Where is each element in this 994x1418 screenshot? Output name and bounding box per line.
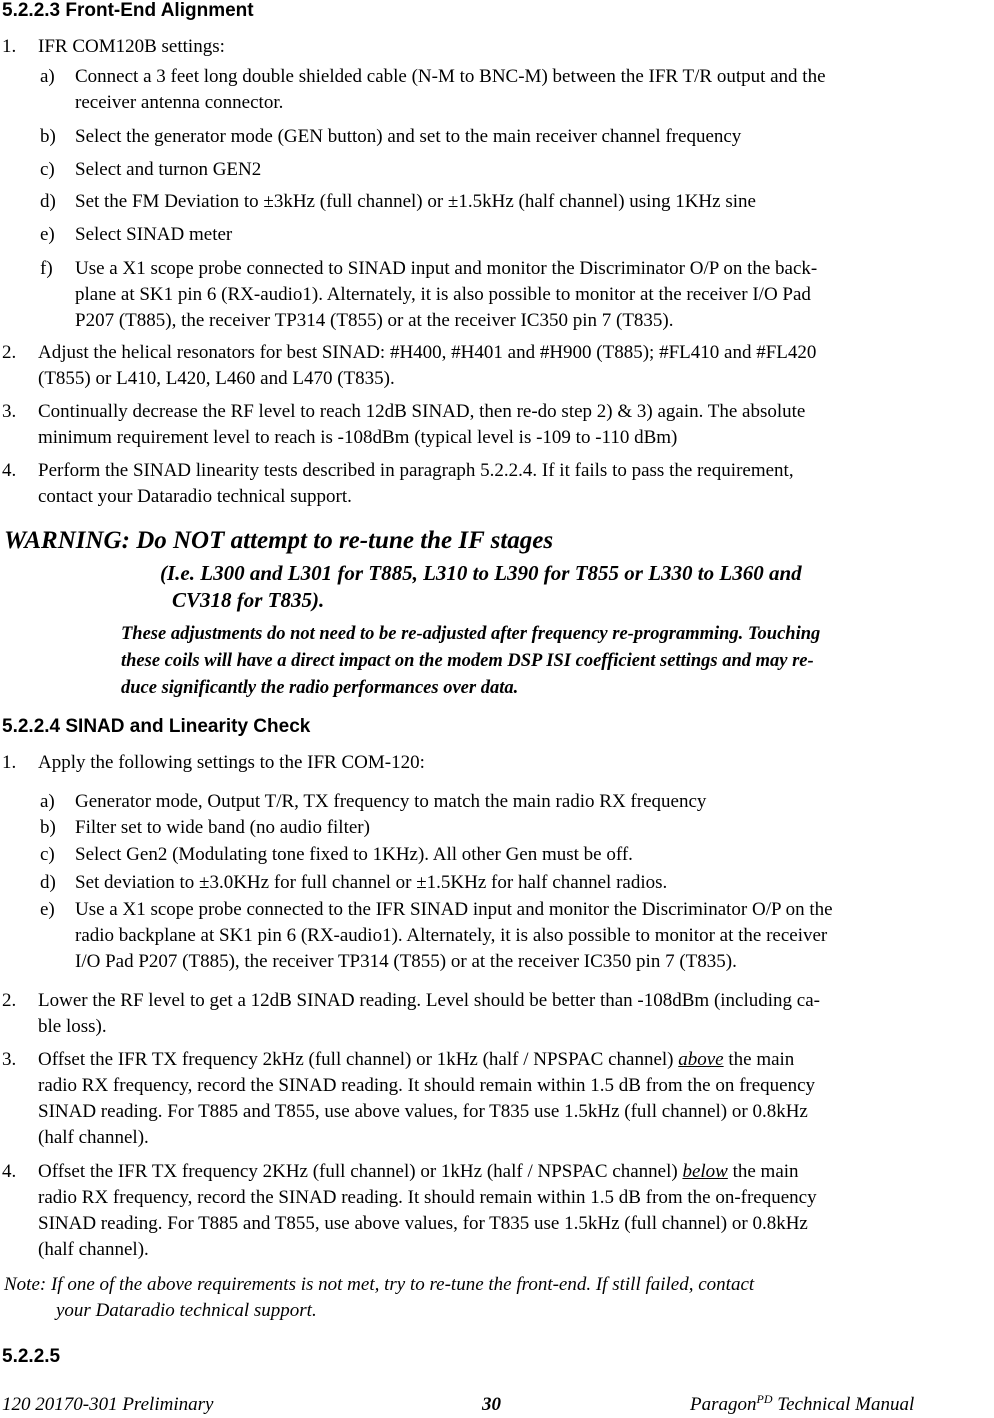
item-label: c) (40, 159, 55, 180)
item-line: Use a X1 scope probe connected to SINAD input and monitor the Discriminator O/P on the back- (75, 258, 818, 279)
item-label: a) (40, 66, 55, 87)
item-line: Select the generator mode (GEN button) and set to the main receiver channel frequency (75, 126, 742, 147)
footer-doc-number: 120 20170-301 Preliminary (2, 1394, 214, 1415)
item-label: c) (40, 844, 55, 865)
step-line: Lower the RF level to get a 12dB SINAD reading. Level should be better than -108dBm (including ca- (38, 990, 820, 1011)
step-line: contact your Dataradio technical support. (38, 486, 352, 507)
step-line: SINAD reading. For T885 and T855, use above values, for T835 use 1.5kHz (full channel) or 0.8kHz (38, 1213, 808, 1234)
step-line-pre: Offset the IFR TX frequency 2kHz (full channel) or 1kHz (half / NPSPAC channel) (38, 1049, 679, 1070)
item-line: radio backplane at SK1 pin 6 (RX-audio1). Alternately, it is also possible to monitor at the receiver (75, 925, 828, 946)
warning-body-line: duce significantly the radio performances over data. (121, 678, 519, 698)
item-line: Select and turnon GEN2 (75, 159, 262, 180)
item-line: Select SINAD meter (75, 224, 233, 245)
warning-line: CV318 for T835). (172, 588, 325, 612)
step-line: radio RX frequency, record the SINAD reading. It should remain within 1.5 dB from the on frequency (38, 1075, 816, 1096)
step-number: 4. (2, 460, 17, 481)
item-label: d) (40, 872, 56, 893)
step-line-post: the main (723, 1049, 795, 1070)
page-number: 30 (482, 1394, 501, 1415)
item-label: d) (40, 191, 56, 212)
item-line: Use a X1 scope probe connected to the IFR SINAD input and monitor the Discriminator O/P on the (75, 899, 833, 920)
step-line-first (38, 1047, 794, 1073)
emphasis-below: below (682, 1161, 728, 1182)
warning-body-line: these coils will have a direct impact on the modem DSP ISI coefficient settings and may re- (121, 651, 814, 671)
step-line: (T855) or L410, L420, L460 and L470 (T835). (38, 368, 395, 389)
warning-body-line: These adjustments do not need to be re-adjusted after frequency re-programming. Touching (121, 624, 821, 644)
item-label: f) (40, 258, 53, 279)
step-line: Perform the SINAD linearity tests described in paragraph 5.2.2.4. If it fails to pass the requirement, (38, 460, 794, 481)
warning-line: (I.e. L300 and L301 for T885, L310 to L390 for T855 or L330 to L360 and (160, 561, 802, 585)
step-line: Adjust the helical resonators for best SINAD: #H400, #H401 and #H900 (T885); #FL410 and #FL420 (38, 342, 817, 363)
item-label: b) (40, 817, 56, 838)
step-line: minimum requirement level to reach is -108dBm (typical level is -109 to -110 dBm) (38, 427, 678, 448)
step-line: SINAD reading. For T885 and T855, use above values, for T835 use 1.5kHz (full channel) or 0.8kHz (38, 1101, 808, 1122)
section-heading-5224: 5.2.2.4 SINAD and Linearity Check (2, 716, 311, 737)
step-number: 3. (2, 1049, 17, 1070)
warning-title: WARNING: Do NOT attempt to re-tune the IF stages (4, 527, 554, 554)
step-number: 2. (2, 990, 17, 1011)
step-line-first (38, 1159, 799, 1185)
item-line: plane at SK1 pin 6 (RX-audio1). Alternately, it is also possible to monitor at the receiver I/O Pad (75, 284, 811, 305)
footer-title (690, 1394, 914, 1416)
item-label: a) (40, 791, 55, 812)
item-line: Set deviation to ±3.0KHz for full channel or ±1.5KHz for half channel radios. (75, 872, 668, 893)
step-number: 1. (2, 752, 17, 773)
step-number: 1. (2, 36, 17, 57)
section-heading-5223: 5.2.2.3 Front-End Alignment (2, 0, 254, 21)
note-line: your Dataradio technical support. (56, 1300, 317, 1321)
item-line: Generator mode, Output T/R, TX frequency to match the main radio RX frequency (75, 791, 707, 812)
step-line: ble loss). (38, 1016, 107, 1037)
item-line: Select Gen2 (Modulating tone fixed to 1KHz). All other Gen must be off. (75, 844, 633, 865)
note-line: Note: If one of the above requirements is not met, try to re-tune the front-end. If still failed, contact (4, 1274, 755, 1295)
item-line: Filter set to wide band (no audio filter) (75, 817, 370, 838)
item-line: Connect a 3 feet long double shielded cable (N-M to BNC-M) between the IFR T/R output and the (75, 66, 826, 87)
item-line: Set the FM Deviation to ±3kHz (full channel) or ±1.5kHz (half channel) using 1KHz sine (75, 191, 756, 212)
step-text: Apply the following settings to the IFR COM-120: (38, 752, 425, 773)
item-line: P207 (T885), the receiver TP314 (T855) or at the receiver IC350 pin 7 (T835). (75, 310, 674, 331)
item-label: b) (40, 126, 56, 147)
step-text: IFR COM120B settings: (38, 36, 225, 57)
step-line: radio RX frequency, record the SINAD reading. It should remain within 1.5 dB from the on-frequency (38, 1187, 817, 1208)
step-line-pre: Offset the IFR TX frequency 2KHz (full channel) or 1kHz (half / NPSPAC channel) (38, 1161, 683, 1182)
footer-title-sup: PD (756, 1392, 773, 1406)
item-label: e) (40, 224, 55, 245)
footer-title-post: Technical Manual (772, 1394, 915, 1415)
step-line: (half channel). (38, 1239, 149, 1260)
item-label: e) (40, 899, 55, 920)
step-line: Continually decrease the RF level to reach 12dB SINAD, then re-do step 2) & 3) again. The absolute (38, 401, 806, 422)
step-number: 2. (2, 342, 17, 363)
step-number: 4. (2, 1161, 17, 1182)
emphasis-above: above (678, 1049, 724, 1070)
step-line: (half channel). (38, 1127, 149, 1148)
item-line: receiver antenna connector. (75, 92, 284, 113)
step-line-post: the main (727, 1161, 799, 1182)
item-line: I/O Pad P207 (T885), the receiver TP314 (T855) or at the receiver IC350 pin 7 (T835). (75, 951, 737, 972)
footer-title-pre: Paragon (690, 1394, 757, 1415)
section-heading-5225: 5.2.2.5 (2, 1346, 61, 1367)
step-number: 3. (2, 401, 17, 422)
